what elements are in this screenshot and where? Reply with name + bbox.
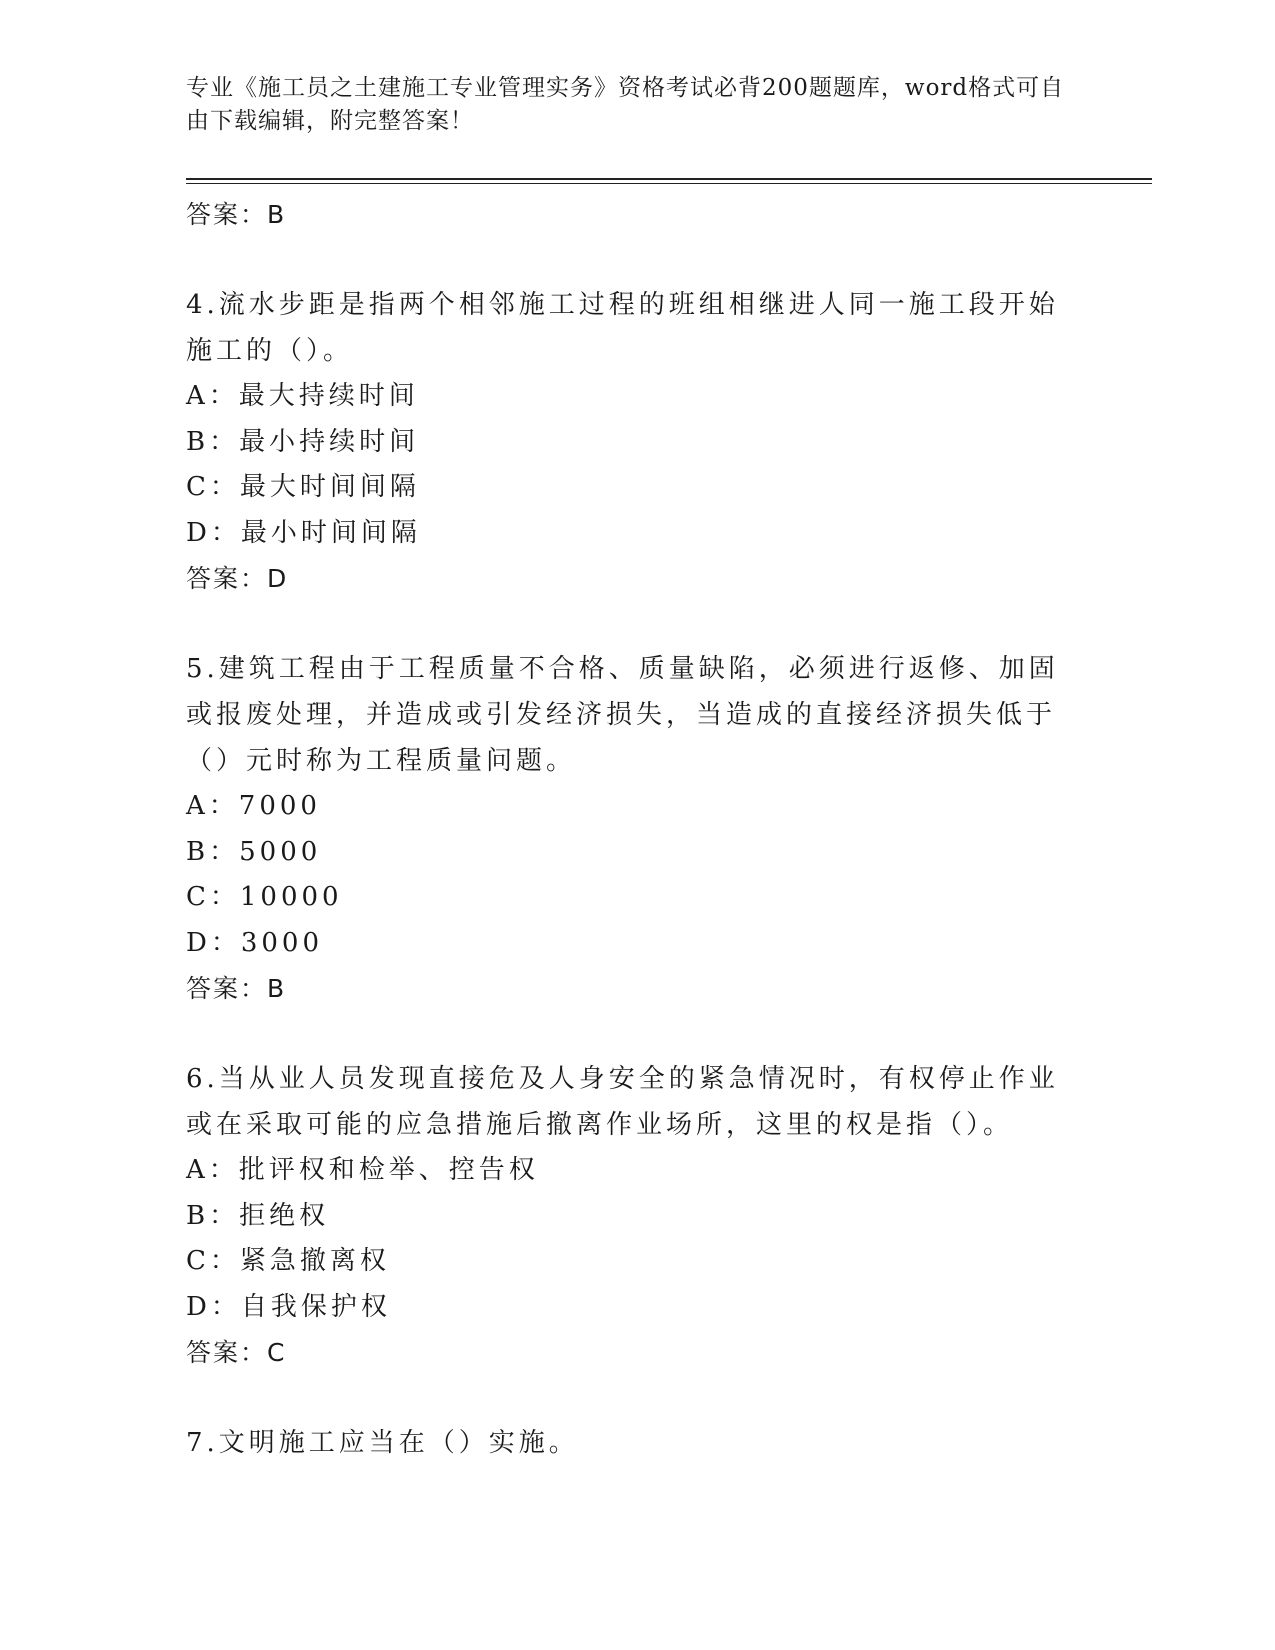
option-b: B：拒绝权 xyxy=(186,1200,330,1231)
question-stem: 5.建筑工程由于工程质量不合格、质量缺陷，必须进行返修、加固或报废处理，并造成或引发经济损失，当造成的直接经济损失低于（）元时称为工程质量问题。 xyxy=(186,654,1059,776)
option-b: B：最小持续时间 xyxy=(186,426,420,457)
option-a: A：7000 xyxy=(186,791,321,821)
option-d: D：最小时间间隔 xyxy=(186,517,421,548)
option-d: D：3000 xyxy=(186,927,324,958)
option-c: C：最大时间间隔 xyxy=(186,472,420,502)
previous-answer: 答案：B xyxy=(186,200,287,229)
question-stem: 4.流水步距是指两个相邻施工过程的班组相继进人同一施工段开始施工的（）。 xyxy=(186,290,1059,366)
header-rule-thin xyxy=(186,183,1152,184)
question-stem: 7.文明施工应当在（）实施。 xyxy=(186,1428,579,1458)
question-7 xyxy=(186,1420,1086,1466)
option-c: C：10000 xyxy=(186,882,343,912)
option-a: A：最大持续时间 xyxy=(186,381,419,411)
question-6 xyxy=(186,1056,1086,1376)
question-answer: 答案：C xyxy=(186,1338,287,1367)
question-stem: 6.当从业人员发现直接危及人身安全的紧急情况时，有权停止作业或在采取可能的应急措施后撤离作业场所，这里的权是指（）。 xyxy=(186,1064,1059,1140)
question-4 xyxy=(186,282,1086,602)
question-answer: 答案：B xyxy=(186,974,287,1003)
header-rule-thick xyxy=(186,178,1152,180)
question-list xyxy=(186,192,1086,1466)
page-header: 专业《施工员之土建施工专业管理实务》资格考试必背200题题库，word格式可自由下载编辑，附完整答案！ xyxy=(186,75,1065,134)
option-d: D：自我保护权 xyxy=(186,1291,391,1322)
question-answer: 答案：D xyxy=(186,564,289,593)
option-a: A：批评权和检举、控告权 xyxy=(186,1155,539,1185)
option-c: C：紧急撤离权 xyxy=(186,1246,390,1276)
option-b: B：5000 xyxy=(186,836,322,867)
question-5 xyxy=(186,646,1086,1012)
